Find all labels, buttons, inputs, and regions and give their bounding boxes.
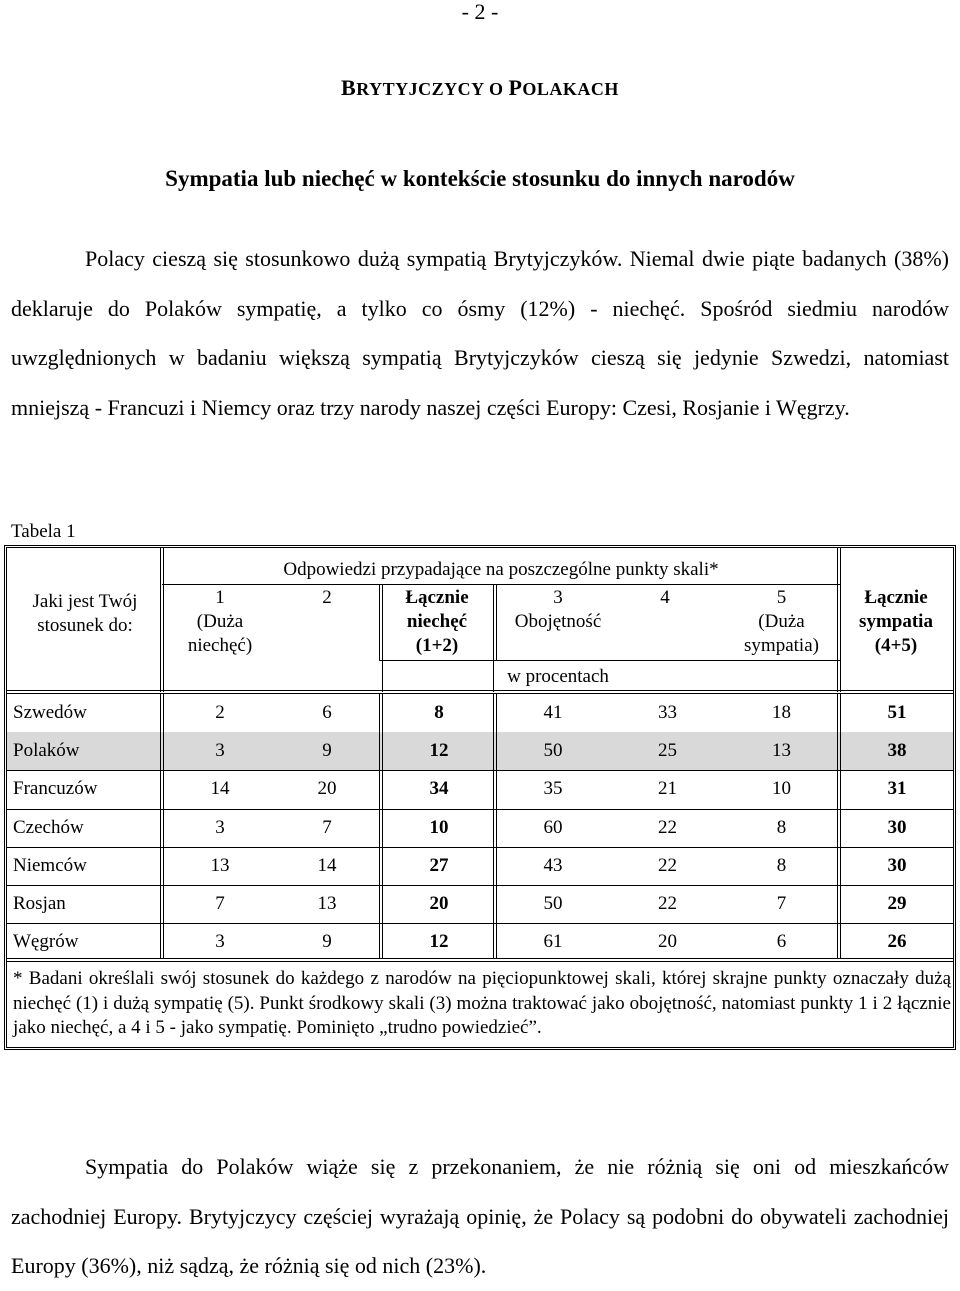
table-cell: 29: [887, 893, 907, 914]
table-cell: 20: [429, 893, 449, 914]
table-cell: 30: [887, 816, 907, 838]
table-cell: 13: [772, 740, 791, 762]
table-cell: 30: [887, 854, 907, 876]
table-cell: 21: [658, 778, 677, 800]
table-cell: 7: [776, 893, 787, 914]
table-row: [7, 694, 953, 732]
column-header-4: 4: [660, 587, 670, 608]
table-cell: 6: [322, 702, 332, 723]
table-cell: 22: [658, 893, 677, 914]
table-footnote: * Badani określali swój stosunek do każdego z narodów na pięciopunktowej skali, której skrajne punkty oznaczały dużą niechęć (1) i dużą sympatię (5). Punkt środkowy skali (3) można traktować jako obojętność, natomiast punkty 1 i 2 łącznie jako niechęć, a 4 i 5 - jako sympatię. Pominięto „trudno powiedzieć”.: [13, 968, 951, 1038]
table-cell: 35: [543, 778, 563, 800]
table-row: [7, 770, 953, 808]
table-cell: 22: [658, 816, 677, 838]
outro-paragraph: Sympatia do Polaków wiąże się z przekonaniem, że nie różnią się oni od mieszkańców zachodniej Europy. Brytyjczycy częściej wyrażają opinię, że Polacy są podobni do obywateli zachodniej Europy (36%), niż sądzą, że różnią się od nich (23%).: [11, 1154, 949, 1278]
table-cell: 3: [215, 816, 225, 838]
table-cell: 60: [543, 816, 563, 838]
table-cell: 27: [429, 854, 449, 876]
table-row: [7, 732, 953, 770]
table-cell: 12: [429, 931, 449, 953]
title-word-1-initial: B: [341, 75, 357, 100]
table-cell: 25: [658, 740, 677, 762]
table-cell: 10: [429, 816, 449, 838]
page-number: - 2 -: [461, 0, 499, 24]
column-header-5: 5 (Duża sympatia): [744, 587, 819, 656]
title-word-2: O: [488, 79, 504, 99]
row-label: Polaków: [13, 740, 80, 762]
table-cell: 14: [317, 854, 337, 876]
table-cell: 18: [772, 702, 791, 723]
table-cell: 3: [215, 740, 225, 762]
title-word-3-rest: OLAKACH: [522, 79, 619, 99]
table-cell: 6: [776, 931, 787, 953]
table-row: [7, 923, 953, 961]
column-header-1: 1 (Duża niechęć): [187, 587, 253, 656]
table-cell: 50: [543, 740, 563, 762]
table-cell: 8: [776, 816, 787, 838]
table-cell: 12: [429, 740, 449, 762]
table-caption: Tabela 1: [11, 521, 76, 542]
row-label: Węgrów: [13, 931, 79, 953]
table-cell: 33: [658, 702, 677, 723]
table-cell: 8: [434, 702, 444, 723]
row-label: Czechów: [13, 816, 84, 838]
table-row: [7, 885, 953, 923]
table-cell: 51: [887, 702, 907, 723]
table-cell: 31: [887, 778, 907, 800]
table-question-header: Jaki jest Twój stosunek do:: [32, 591, 138, 636]
row-label: Szwedów: [13, 702, 87, 723]
table-cell: 22: [658, 854, 677, 876]
row-label: Rosjan: [13, 893, 66, 914]
table-cell: 9: [322, 931, 332, 953]
table-cell: 13: [317, 893, 337, 914]
table-cell: 41: [543, 702, 563, 723]
table-row: [7, 847, 953, 885]
table-cell: 14: [210, 778, 230, 800]
unit-label: w procentach: [507, 666, 609, 687]
table-cell: 2: [215, 702, 225, 723]
table-cell: 7: [322, 816, 332, 838]
section-heading: Sympatia lub niechęć w kontekście stosunku do innych narodów: [165, 166, 795, 191]
table-cell: 43: [543, 854, 563, 876]
document-title: [0, 76, 960, 101]
table-row: [7, 809, 953, 847]
table-answers-header: Odpowiedzi przypadające na poszczególne punkty skali*: [283, 559, 719, 580]
table-cell: 61: [543, 931, 563, 953]
table-cell: 34: [429, 778, 449, 800]
intro-paragraph: Polacy cieszą się stosunkowo dużą sympatią Brytyjczyków. Niemal dwie piąte badanych (38%) deklaruje do Polaków sympatię, a tylko co ósmy (12%) - niechęć. Spośród siedmiu narodów uwzględnionych w badaniu większą sympatią Brytyjczyków cieszą się jedynie Szwedzi, natomiast mniejszą - Francuzi i Niemcy oraz trzy narody naszej części Europy: Czesi, Rosjanie i Węgrzy.: [11, 246, 949, 420]
row-label: Francuzów: [13, 778, 98, 800]
table-cell: 10: [772, 778, 791, 800]
table-cell: 50: [543, 893, 563, 914]
table-cell: 9: [322, 740, 332, 762]
table-cell: 20: [658, 931, 677, 953]
row-label: Niemców: [13, 854, 87, 876]
table-cell: 26: [887, 931, 907, 953]
column-header-3: 3 Obojętność: [514, 587, 602, 632]
table-cell: 7: [215, 893, 225, 914]
title-word-1-rest: RYTYJCZYCY: [356, 79, 484, 99]
survey-table: [4, 545, 956, 1050]
table-cell: 8: [776, 854, 787, 876]
column-header-total-sympathy: Łącznie sympatia (4+5): [859, 587, 933, 656]
table-cell: 13: [210, 854, 230, 876]
table-cell: 3: [215, 931, 225, 953]
column-header-total-dislike: Łącznie niechęć (1+2): [405, 587, 469, 656]
title-word-3-initial: P: [508, 75, 523, 100]
table-cell: 38: [887, 740, 907, 762]
column-header-2: 2: [322, 587, 332, 608]
table-cell: 20: [317, 778, 337, 800]
